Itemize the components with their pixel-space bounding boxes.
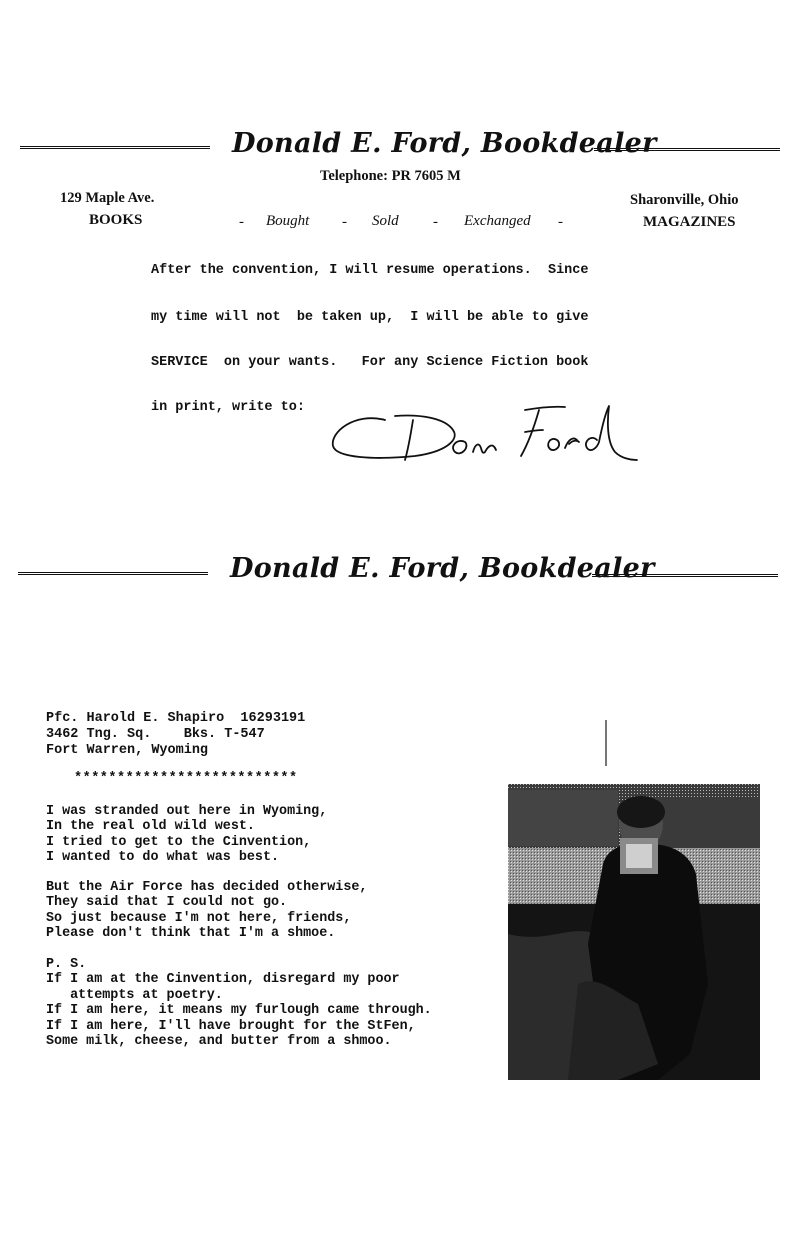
dash-2: - bbox=[342, 214, 347, 230]
letterhead2-title: Donald E. Ford, Bookdealer bbox=[230, 553, 655, 584]
poem-line: If I am here, it means my furlough came through. bbox=[46, 1003, 432, 1019]
letter-line-3: SERVICE on your wants. For any Science Fiction book bbox=[151, 355, 589, 370]
letter-line-2: my time will not be taken up, I will be able to give bbox=[151, 310, 589, 325]
photo-tick-mark bbox=[605, 720, 607, 766]
letterhead2-rule-left bbox=[18, 572, 208, 575]
dash-4: - bbox=[558, 214, 563, 230]
poem-line: attempts at poetry. bbox=[46, 987, 223, 1003]
address-right: Sharonville, Ohio bbox=[630, 192, 739, 208]
address-left: 129 Maple Ave. bbox=[60, 190, 155, 206]
poem-line: I tried to get to the Cinvention, bbox=[46, 834, 312, 850]
poem-line: Some milk, cheese, and butter from a shmoo. bbox=[46, 1033, 392, 1049]
label-bought: Bought bbox=[266, 213, 310, 229]
poem-line: If I am at the Cinvention, disregard my poor bbox=[46, 972, 400, 988]
address-line-1: Pfc. Harold E. Shapiro 16293191 bbox=[46, 711, 306, 726]
poem-line: In the real old wild west. bbox=[46, 819, 255, 835]
poem-line: So just because I'm not here, friends, bbox=[46, 910, 352, 926]
dash-1: - bbox=[239, 214, 244, 230]
poem-stanza-1 bbox=[46, 804, 327, 866]
signature bbox=[325, 402, 640, 468]
poem-line: If I am here, I'll have brought for the StFen, bbox=[46, 1018, 416, 1034]
letterhead-rule-right bbox=[594, 148, 780, 151]
label-exchanged: Exchanged bbox=[464, 213, 531, 229]
telephone: Telephone: PR 7605 M bbox=[320, 168, 461, 184]
label-sold: Sold bbox=[372, 213, 399, 229]
letterhead2-rule-right bbox=[592, 574, 778, 577]
label-books: BOOKS bbox=[89, 212, 143, 228]
letter-line-1: After the convention, I will resume operations. Since bbox=[151, 263, 589, 278]
address-line-2: 3462 Tng. Sq. Bks. T-547 bbox=[46, 727, 265, 742]
poem-line: P. S. bbox=[46, 957, 87, 972]
dash-3: - bbox=[433, 214, 438, 230]
portrait-photo bbox=[508, 784, 760, 1080]
letterhead-title: Donald E. Ford, Bookdealer bbox=[232, 128, 657, 159]
poem-line: Please don't think that I'm a shmoe. bbox=[46, 926, 336, 942]
poem-postscript bbox=[46, 957, 432, 1049]
star-divider: ************************** bbox=[74, 771, 298, 786]
poem-line: But the Air Force has decided otherwise, bbox=[46, 880, 368, 895]
letterhead-rule-left bbox=[20, 146, 210, 149]
poem-line: They said that I could not go. bbox=[46, 895, 288, 911]
letter-line-4: in print, write to: bbox=[151, 400, 305, 415]
address-line-3: Fort Warren, Wyoming bbox=[46, 743, 209, 758]
poem-stanza-2 bbox=[46, 880, 367, 942]
poem-line: I wanted to do what was best. bbox=[46, 850, 280, 866]
poem-line: I was stranded out here in Wyoming, bbox=[46, 804, 328, 819]
photo-image bbox=[508, 784, 760, 1080]
label-magazines: MAGAZINES bbox=[643, 214, 736, 230]
